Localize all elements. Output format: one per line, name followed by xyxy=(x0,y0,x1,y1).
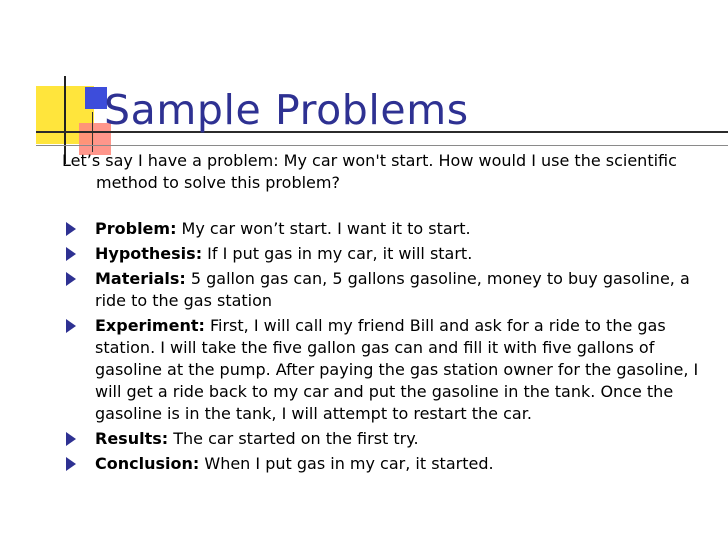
arrow-bullet-icon xyxy=(66,222,76,236)
arrow-bullet-icon xyxy=(66,247,76,261)
bullet-item-results xyxy=(66,428,716,450)
intro-paragraph: Let’s say I have a problem: My car won't start. How would I use the scientific method to solve this problem? xyxy=(62,151,677,192)
bullet-item-conclusion xyxy=(66,453,716,475)
bullet-list xyxy=(66,218,716,478)
arrow-bullet-icon xyxy=(66,432,76,446)
bullet-label: Results: xyxy=(95,429,169,448)
bullet-text: When I put gas in my car, it started. xyxy=(199,454,494,473)
bullet-text: First, I will call my friend Bill and ask for a ride to the gas station. I will take the five gallon gas can and fill it with five gallons of gasoline at the pump. After paying the gas station owner for the gasoline, I will get a ride back to my car and put the gasoline in the tank. Once the gasoline is in the tank, I will attempt to restart the car. xyxy=(95,316,699,423)
bullet-label: Conclusion: xyxy=(95,454,200,473)
bullet-label: Experiment: xyxy=(95,316,205,335)
title-underline-thin xyxy=(36,145,728,146)
bullet-item-materials xyxy=(66,268,716,312)
bullet-text: The car started on the first try. xyxy=(168,429,419,448)
bullet-text: My car won’t start. I want it to start. xyxy=(176,219,471,238)
arrow-bullet-icon xyxy=(66,457,76,471)
bullet-label: Materials: xyxy=(95,269,186,288)
arrow-bullet-icon xyxy=(66,319,76,333)
arrow-bullet-icon xyxy=(66,272,76,286)
slide-title: Sample Problems xyxy=(104,86,469,134)
bullet-item-hypothesis xyxy=(66,243,716,265)
bullet-item-experiment xyxy=(66,315,716,425)
bullet-label: Problem: xyxy=(95,219,177,238)
bullet-item-problem xyxy=(66,218,716,240)
bullet-label: Hypothesis: xyxy=(95,244,203,263)
bullet-text: If I put gas in my car, it will start. xyxy=(202,244,473,263)
bullet-text: 5 gallon gas can, 5 gallons gasoline, money to buy gasoline, a ride to the gas station xyxy=(95,269,690,310)
